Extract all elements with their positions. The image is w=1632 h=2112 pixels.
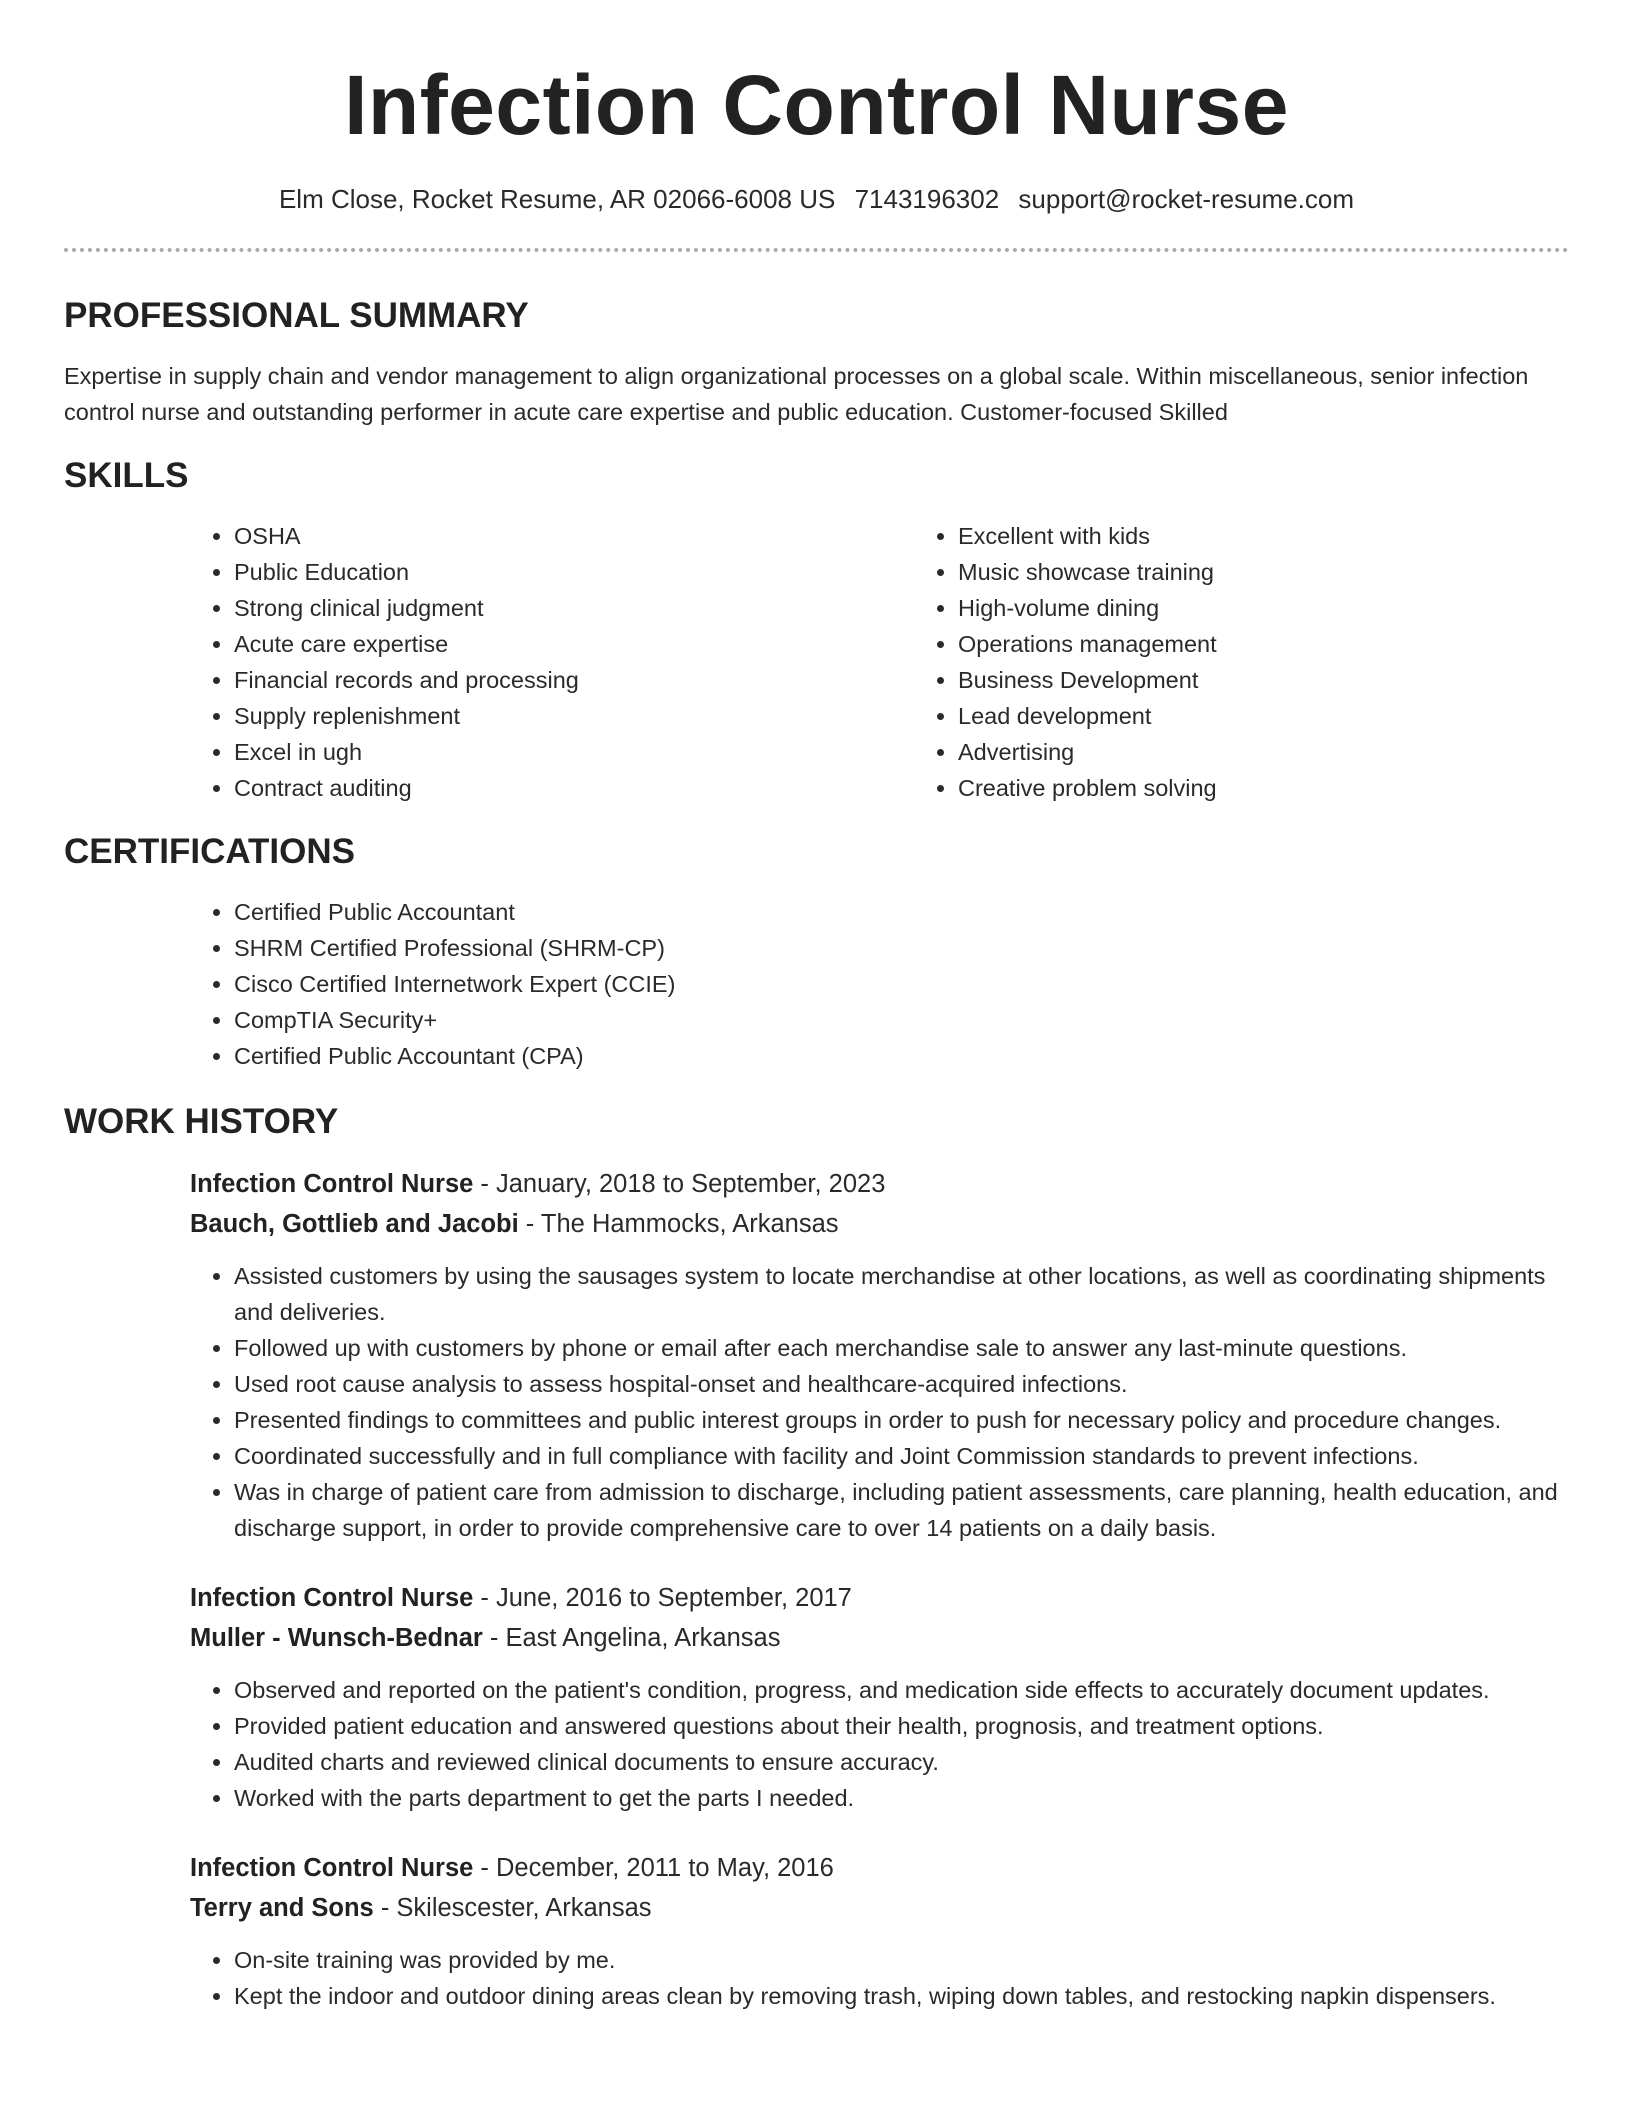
job-dates: - June, 2016 to September, 2017 <box>473 1584 852 1612</box>
job-company: Terry and Sons <box>190 1894 374 1922</box>
summary-title: PROFESSIONAL SUMMARY <box>64 296 529 335</box>
contact-email: support@rocket-resume.com <box>1018 184 1355 214</box>
job-bullets <box>190 1258 1569 1546</box>
skill-item: • Advertising <box>958 734 1632 770</box>
job-bullet: • Coordinated successfully and in full compliance with facility and Joint Commission standards to prevent infections. <box>234 1438 1569 1474</box>
certification-item: • Certified Public Accountant <box>234 894 1569 930</box>
certifications-list <box>190 894 1569 1074</box>
summary-text: Expertise in supply chain and vendor management to align organizational processes on a global scale. Within miscellaneous, senior infection control nurse and outstanding performer in acute care expertise and public education. Customer-focused Skilled <box>64 363 1529 425</box>
contact-phone: 7143196302 <box>854 184 1000 214</box>
job-title-line <box>190 1578 1569 1618</box>
skill-item: • High-volume dining <box>958 590 1632 626</box>
job-title-line <box>190 1164 1569 1204</box>
resume-name: Infection Control Nurse <box>344 58 1289 152</box>
skills-list-left <box>190 518 914 806</box>
job-bullet: • Provided patient education and answered questions about their health, prognosis, and treatment options. <box>234 1708 1569 1744</box>
job-bullet: • Assisted customers by using the sausages system to locate merchandise at other locations, as well as coordinating shipments and deliveries. <box>234 1258 1569 1330</box>
job-company-line <box>190 1888 1569 1928</box>
skill-item: • Business Development <box>958 662 1632 698</box>
job-bullet: • Followed up with customers by phone or email after each merchandise sale to answer any last-minute questions. <box>234 1330 1569 1366</box>
job-bullet: • Worked with the parts department to get the parts I needed. <box>234 1780 1569 1816</box>
job-company: Muller - Wunsch-Bednar <box>190 1624 483 1652</box>
work-history-section <box>64 1102 1569 2014</box>
skill-item: • Public Education <box>234 554 914 590</box>
header-divider <box>64 248 1569 252</box>
contact-line <box>64 182 1569 216</box>
job-role: Infection Control Nurse <box>190 1170 474 1198</box>
skill-item: • Music showcase training <box>958 554 1632 590</box>
skill-item: • Creative problem solving <box>958 770 1632 806</box>
certification-item: • CompTIA Security+ <box>234 1002 1569 1038</box>
job-entry <box>190 1164 1569 1546</box>
skill-item: • Lead development <box>958 698 1632 734</box>
job-entry <box>190 1848 1569 2014</box>
skills-list-right <box>914 518 1632 806</box>
skill-item: • Excel in ugh <box>234 734 914 770</box>
job-location: - East Angelina, Arkansas <box>482 1624 781 1652</box>
skills-columns <box>190 518 1569 806</box>
job-bullet: • Was in charge of patient care from admission to discharge, including patient assessments, care planning, health education, and discharge support, in order to provide comprehensive care to over 14 patients on a daily basis. <box>234 1474 1569 1546</box>
job-title-line <box>190 1848 1569 1888</box>
summary-section <box>64 296 1569 430</box>
job-bullet: • Observed and reported on the patient's condition, progress, and medication side effects to accurately document updates. <box>234 1672 1569 1708</box>
certification-item: • Certified Public Accountant (CPA) <box>234 1038 1569 1074</box>
resume-page <box>64 0 1569 2014</box>
job-bullet: • Kept the indoor and outdoor dining areas clean by removing trash, wiping down tables, and restocking napkin dispensers. <box>234 1978 1569 2014</box>
job-company: Bauch, Gottlieb and Jacobi <box>190 1210 519 1238</box>
job-bullet: • Used root cause analysis to assess hospital-onset and healthcare-acquired infections. <box>234 1366 1569 1402</box>
job-bullet: • On-site training was provided by me. <box>234 1942 1569 1978</box>
work-history-title: WORK HISTORY <box>64 1102 339 1141</box>
job-entry <box>190 1578 1569 1816</box>
contact-address: Elm Close, Rocket Resume, AR 02066-6008 US <box>278 184 836 214</box>
job-location: - Skilescester, Arkansas <box>373 1894 652 1922</box>
skill-item: • OSHA <box>234 518 914 554</box>
job-company-line <box>190 1618 1569 1658</box>
skills-section <box>64 456 1569 806</box>
skill-item: • Supply replenishment <box>234 698 914 734</box>
skill-item: • Strong clinical judgment <box>234 590 914 626</box>
skill-item: • Excellent with kids <box>958 518 1632 554</box>
job-bullets <box>190 1942 1569 2014</box>
certification-item: • SHRM Certified Professional (SHRM-CP) <box>234 930 1569 966</box>
job-bullets <box>190 1672 1569 1816</box>
skill-item: • Contract auditing <box>234 770 914 806</box>
job-company-line <box>190 1204 1569 1244</box>
job-dates: - December, 2011 to May, 2016 <box>473 1854 834 1882</box>
skill-item: • Operations management <box>958 626 1632 662</box>
certification-item: • Cisco Certified Internetwork Expert (CCIE) <box>234 966 1569 1002</box>
skill-item: • Acute care expertise <box>234 626 914 662</box>
skills-title: SKILLS <box>64 456 189 495</box>
job-role: Infection Control Nurse <box>190 1854 474 1882</box>
certifications-title: CERTIFICATIONS <box>64 832 356 871</box>
job-dates: - January, 2018 to September, 2023 <box>473 1170 886 1198</box>
job-bullet: • Presented findings to committees and public interest groups in order to push for necessary policy and procedure changes. <box>234 1402 1569 1438</box>
certifications-section <box>64 832 1569 1074</box>
job-location: - The Hammocks, Arkansas <box>518 1210 839 1238</box>
skill-item: • Financial records and processing <box>234 662 914 698</box>
job-role: Infection Control Nurse <box>190 1584 474 1612</box>
job-bullet: • Audited charts and reviewed clinical documents to ensure accuracy. <box>234 1744 1569 1780</box>
